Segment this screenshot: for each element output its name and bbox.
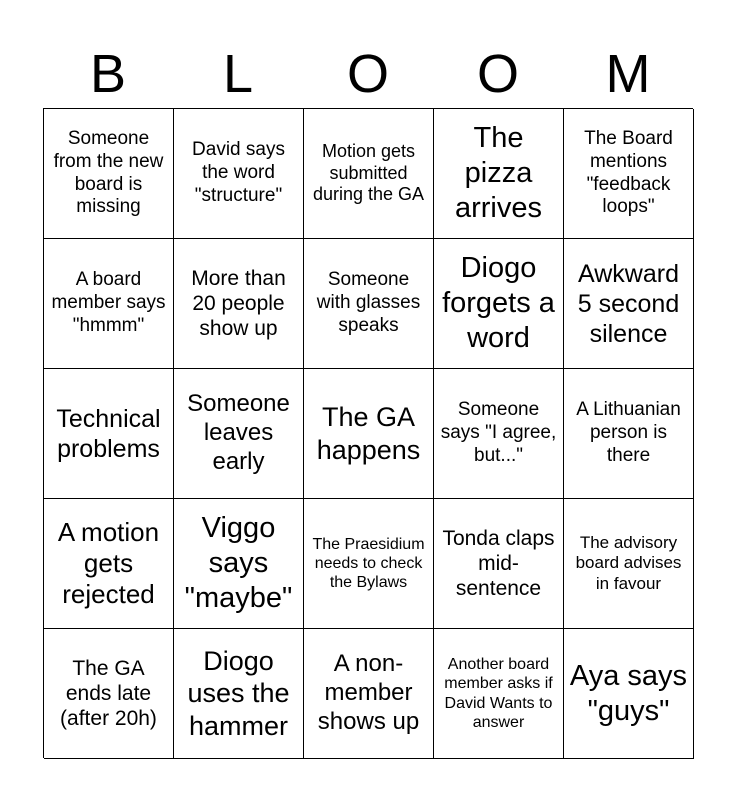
bingo-cell-r3-c4[interactable] [434, 369, 564, 499]
cell-text: The GA happens [316, 402, 421, 465]
cell-text: David says the word "structure" [192, 139, 285, 206]
header-letter-b: B [89, 44, 127, 104]
bingo-cell-r4-c3[interactable] [304, 499, 434, 629]
cell-text: A board member says "hmmm" [51, 269, 166, 336]
bingo-cell-r3-c2[interactable] [174, 369, 304, 499]
cell-text: Awkward 5 second silence [577, 259, 680, 348]
bingo-cell-r2-c4[interactable] [434, 239, 564, 369]
bingo-cell-r5-c2[interactable] [174, 629, 304, 759]
bingo-cell-r1-c3[interactable] [304, 109, 434, 239]
bingo-cell-r2-c5[interactable] [564, 239, 694, 369]
bingo-board [43, 108, 693, 758]
bingo-cell-r1-c5[interactable] [564, 109, 694, 239]
bingo-cell-r4-c1[interactable] [44, 499, 174, 629]
header-letter-o-2: O [476, 44, 519, 104]
bingo-cell-r5-c3[interactable] [304, 629, 434, 759]
cell-text: The Board mentions "feedback loops" [584, 127, 673, 218]
cell-text: Someone from the new board is missing [53, 127, 164, 218]
cell-text: A Lithuanian person is there [576, 399, 681, 466]
cell-text: More than 20 people show up [191, 266, 286, 341]
bingo-cell-r2-c1[interactable] [44, 239, 174, 369]
bingo-cell-r2-c3[interactable] [304, 239, 434, 369]
cell-text: Viggo says "maybe" [184, 512, 293, 614]
cell-text: Aya says "guys" [569, 659, 688, 727]
bingo-cell-r1-c4[interactable] [434, 109, 564, 239]
cell-text: Diogo forgets a word [442, 252, 555, 354]
header-letter-l: L [222, 44, 254, 104]
cell-text: The Praesidium needs to check the Bylaws [312, 535, 425, 592]
cell-text: Diogo uses the hammer [187, 645, 290, 741]
bingo-cell-r1-c1[interactable] [44, 109, 174, 239]
cell-text: The GA ends late (after 20h) [60, 656, 157, 731]
cell-text: The advisory board advises in favour [575, 532, 682, 593]
bingo-cell-r3-c3[interactable] [304, 369, 434, 499]
bingo-cell-r1-c2[interactable] [174, 109, 304, 239]
cell-text: A motion gets rejected [57, 516, 160, 610]
cell-text: Someone leaves early [187, 390, 290, 475]
cell-text: Someone with glasses speaks [316, 269, 421, 336]
header-letter-o-1: O [346, 44, 389, 104]
cell-text: Motion gets submitted during the GA [312, 141, 425, 205]
header-letter-m: M [605, 44, 651, 104]
cell-text: Tonda claps mid-sentence [442, 526, 555, 601]
cell-text: A non-member shows up [317, 650, 420, 735]
cell-text: Someone says "I agree, but..." [440, 399, 557, 466]
cell-text: Another board member asks if David Wants to answer [444, 656, 553, 731]
bingo-cell-r3-c1[interactable] [44, 369, 174, 499]
cell-text: The pizza arrives [454, 122, 542, 224]
bingo-cell-r5-c5[interactable] [564, 629, 694, 759]
cell-text: Technical problems [56, 404, 161, 463]
bingo-cell-r5-c1[interactable] [44, 629, 174, 759]
bingo-cell-r4-c2[interactable] [174, 499, 304, 629]
bingo-header [43, 40, 693, 108]
bingo-cell-r4-c5[interactable] [564, 499, 694, 629]
bingo-cell-r2-c2[interactable] [174, 239, 304, 369]
bingo-cell-r3-c5[interactable] [564, 369, 694, 499]
bingo-cell-r5-c4[interactable] [434, 629, 564, 759]
bingo-cell-r4-c4[interactable] [434, 499, 564, 629]
